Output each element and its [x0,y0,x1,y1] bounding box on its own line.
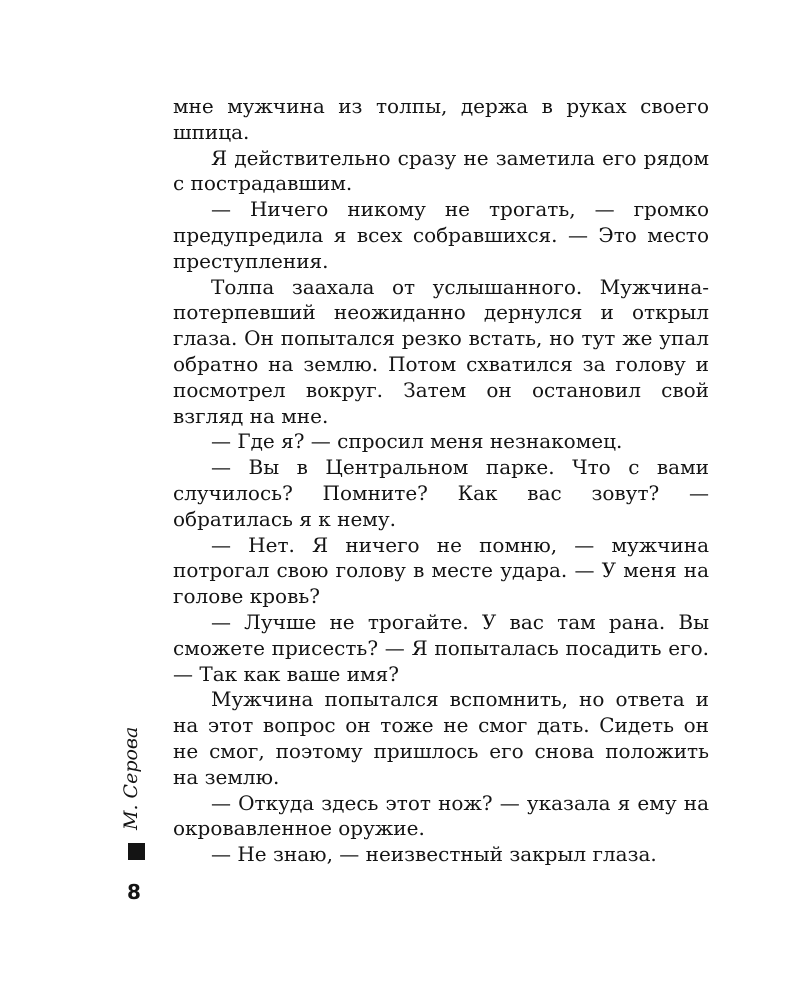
paragraph-6: — Вы в Центральном парке. Что с вами случилось? Помните? Как вас зовут? — обратилась я к нему. [173,455,709,531]
paragraph-11: — Не знаю, — неизвестный закрыл глаза. [211,842,657,867]
paragraph-5: — Где я? — спросил меня незнакомец. [211,429,623,454]
square-marker-icon [128,843,145,860]
paragraph-3: — Ничего никому не трогать, — громко предупредила я всех собравшихся. — Это место преступления. [173,197,709,273]
paragraph-8: — Лучше не трогайте. У вас там рана. Вы сможете присесть? — Я попыталась посадить его. — Так как ваше имя? [173,609,709,686]
paragraph-1: мне мужчина из толпы, держа в руках своего шпица. [173,94,709,144]
paragraph-10: — Откуда здесь этот нож? — указала я ему на окровавленное оружие. [173,790,709,841]
body-text [173,94,709,868]
paragraph-2: Я действительно сразу не заметила его рядом с пострадавшим. [173,145,709,196]
page-number: 8 [127,880,141,904]
author-running-head: М. Серова [120,726,142,830]
paragraph-9: Мужчина попытался вспомнить, но ответа и на этот вопрос он тоже не смог дать. Сидеть он не смог, поэтому пришлось его снова положить на землю. [173,687,709,789]
paragraph-7: — Нет. Я ничего не помню, — мужчина потрогал свою голову в месте удара. — У меня на голове кровь? [173,532,709,609]
paragraph-4: Толпа заахала от услышанного. Мужчина-потерпевший неожиданно дернулся и открыл глаза. Он попытался резко встать, но тут же упал обратно на землю. Потом схватился за голову и посмотрел вокруг. Затем он остановил свой взгляд на мне. [173,274,709,428]
